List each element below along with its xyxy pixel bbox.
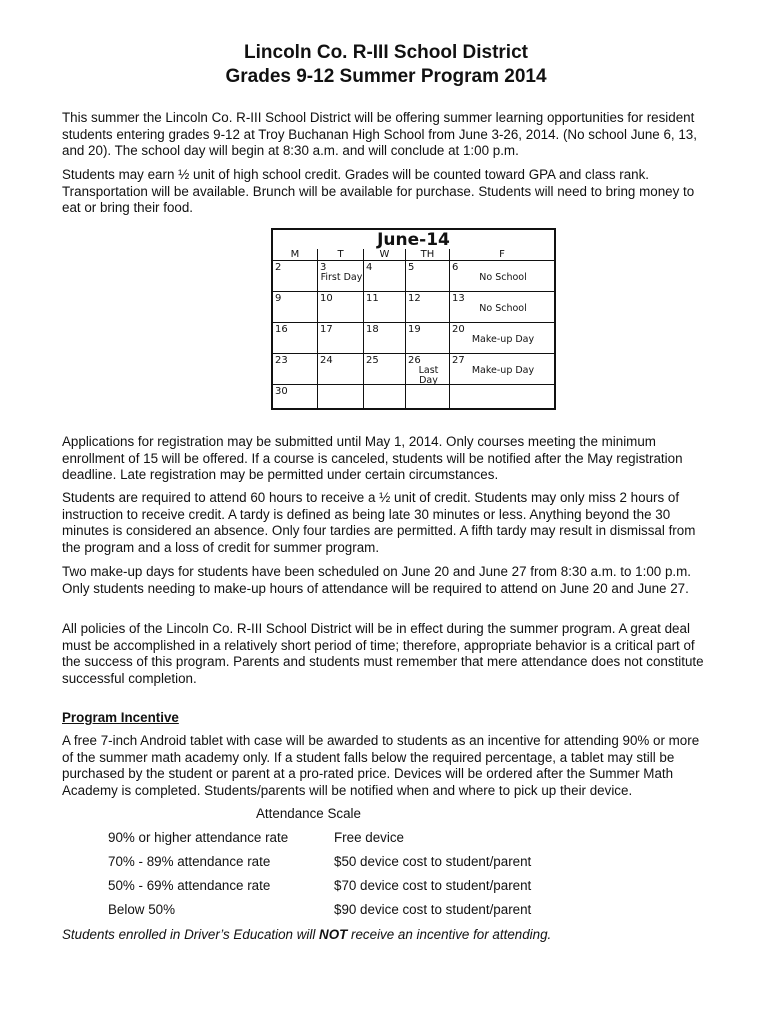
attendance-scale-table	[108, 830, 531, 926]
calendar-day-cell	[273, 385, 318, 410]
calendar-date: 10	[320, 293, 333, 304]
calendar-day-cell	[318, 323, 364, 354]
calendar-header-m: M	[273, 249, 318, 261]
calendar-day-cell	[406, 292, 450, 323]
calendar-day-cell	[273, 323, 318, 354]
scale-row	[108, 902, 531, 926]
policies-paragraph: All policies of the Lincoln Co. R-III School District will be in effect during the summer program. A great deal must be accomplished in a relatively short period of time; therefore, appropriate behavior is a critical part of the success of this program. Parents and students must remember that mere attendance does not constitute successful completion.	[62, 621, 704, 686]
calendar-day-cell	[406, 323, 450, 354]
calendar-date: 23	[275, 355, 288, 366]
calendar-note: No School	[479, 272, 527, 283]
calendar-date: 11	[366, 293, 379, 304]
calendar-header-th: TH	[406, 249, 450, 261]
intro-paragraph-2: Students may earn ½ unit of high school credit. Grades will be counted toward GPA and class rank. Transportation will be available. Brunch will be available for purchase. Students will need to bring money to eat or bring their food.	[62, 167, 695, 215]
calendar-day-cell	[273, 354, 318, 385]
calendar-date: 18	[366, 324, 379, 335]
calendar-day-cell	[406, 385, 450, 410]
calendar-day-cell	[273, 292, 318, 323]
registration-paragraph: Applications for registration may be submitted until May 1, 2014. Only courses meeting the minimum enrollment of 15 will be offered. If a course is canceled, students will be notified after the May registration deadline. Late registration may be permitted under certain circumstances.	[62, 434, 683, 482]
scale-row	[108, 830, 531, 854]
calendar-day-cell	[318, 354, 364, 385]
drivers-ed-footnote	[62, 927, 710, 944]
calendar-date: 26	[408, 355, 421, 366]
calendar-date: 3	[320, 262, 327, 273]
intro-paragraph-1: This summer the Lincoln Co. R-III School District will be offering summer learning opportunities for resident students entering grades 9-12 at Troy Buchanan High School from June 3-26, 2014. (No school June 6, 13, and 20). The school day will begin at 8:30 a.m. and will conclude at 1:00 p.m.	[62, 110, 697, 158]
calendar-day-cell	[364, 354, 406, 385]
makeup-paragraph: Two make-up days for students have been scheduled on June 20 and June 27 from 8:30 a.m. to 1:00 p.m. Only students needing to make-up hours of attendance will be required to attend on June 20 and June 27.	[62, 564, 692, 596]
scale-rate: 50% - 69% attendance rate	[108, 878, 271, 893]
calendar-note: Make-up Day	[471, 334, 535, 345]
calendar-day-cell	[450, 354, 554, 385]
calendar-day-cell	[450, 385, 554, 410]
june-calendar	[271, 228, 556, 410]
calendar-date: 16	[275, 324, 288, 335]
calendar-date: 24	[320, 355, 333, 366]
calendar-date: 25	[366, 355, 379, 366]
calendar-date: 5	[408, 262, 415, 273]
footnote-text-post: receive an incentive for attending.	[347, 927, 552, 942]
calendar-note: Last Day	[418, 365, 439, 386]
calendar-date: 30	[275, 386, 288, 397]
calendar-date: 19	[408, 324, 421, 335]
footnote-emphasis: NOT	[319, 927, 348, 942]
calendar-day-cell	[364, 323, 406, 354]
calendar-note: No School	[479, 303, 527, 314]
district-title: Lincoln Co. R-III School District	[244, 42, 528, 63]
scale-row	[108, 878, 531, 902]
incentive-heading: Program Incentive	[62, 710, 179, 725]
calendar-date: 13	[452, 293, 465, 304]
calendar-day-cell	[364, 292, 406, 323]
calendar-title: June-14	[377, 230, 450, 250]
calendar-day-cell	[406, 261, 450, 292]
calendar-day-cell	[406, 354, 450, 385]
calendar-day-cell	[450, 261, 554, 292]
calendar-date: 27	[452, 355, 465, 366]
calendar-header-w: W	[364, 249, 406, 261]
calendar-date: 4	[366, 262, 373, 273]
calendar-note: Make-up Day	[471, 365, 535, 376]
calendar-day-cell	[318, 292, 364, 323]
calendar-date: 20	[452, 324, 465, 335]
calendar-day-cell	[364, 385, 406, 410]
calendar-day-cell	[273, 261, 318, 292]
scale-rate: 70% - 89% attendance rate	[108, 854, 271, 869]
calendar-date: 17	[320, 324, 333, 335]
scale-result: $90 device cost to student/parent	[334, 902, 532, 917]
calendar-day-cell	[318, 261, 364, 292]
calendar-date: 2	[275, 262, 282, 273]
attendance-scale-title: Attendance Scale	[256, 806, 361, 821]
scale-result: $50 device cost to student/parent	[334, 854, 532, 869]
calendar-day-cell	[318, 385, 364, 410]
program-title: Grades 9-12 Summer Program 2014	[225, 66, 547, 87]
calendar-day-cell	[450, 292, 554, 323]
scale-result: Free device	[334, 830, 404, 845]
calendar-header-f: F	[450, 249, 554, 261]
scale-row	[108, 854, 531, 878]
calendar-date: 12	[408, 293, 421, 304]
scale-rate: 90% or higher attendance rate	[108, 830, 289, 845]
attendance-paragraph: Students are required to attend 60 hours to receive a ½ unit of credit. Students may only miss 2 hours of instruction to receive credit. A tardy is defined as being late 30 minutes or less. Anything beyond the 30 minutes is considered an absence. Only four tardies are permitted. A fifth tardy may result in dismissal from the program and a loss of credit for summer program.	[62, 490, 696, 555]
scale-result: $70 device cost to student/parent	[334, 878, 532, 893]
calendar-date: 6	[452, 262, 459, 273]
footnote-text-pre: Students enrolled in Driver’s Education will	[62, 927, 320, 942]
calendar-day-cell	[450, 323, 554, 354]
calendar-date: 9	[275, 293, 282, 304]
calendar-day-cell	[364, 261, 406, 292]
scale-rate: Below 50%	[108, 902, 175, 917]
calendar-grid	[273, 249, 554, 410]
calendar-note: First Day	[320, 272, 363, 283]
incentive-paragraph: A free 7-inch Android tablet with case will be awarded to students as an incentive for attending 90% or more of the summer math academy only. If a student falls below the required percentage, a tablet may still be purchased by the student or parent at a pro-rated price. Devices will be ordered after the Summer Math Academy is completed. Students/parents will be notified when and where to pick up their device.	[62, 733, 700, 798]
calendar-header-t: T	[318, 249, 364, 261]
